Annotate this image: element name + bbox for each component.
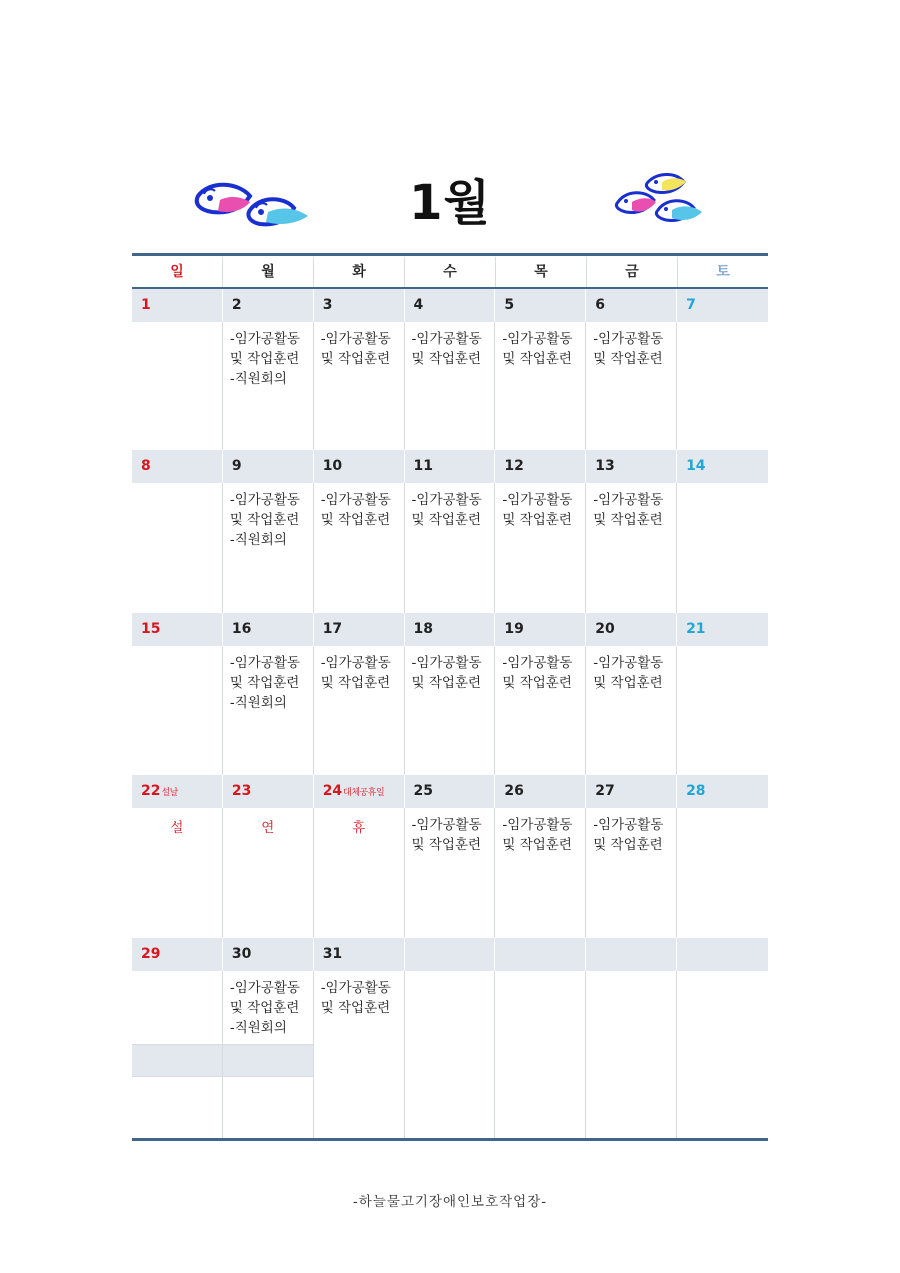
activity-text: -임가공활동: [593, 655, 664, 671]
week-row: [132, 775, 768, 938]
day-cell: [495, 322, 586, 450]
activity-text: -임가공활동: [320, 655, 391, 671]
meeting-text: -직원회의: [229, 371, 287, 387]
day-cell: [405, 483, 496, 613]
week-row: [132, 450, 768, 613]
day-number: 1: [132, 289, 223, 322]
activity-text: 및 작업훈련: [411, 351, 482, 367]
day-cell: [495, 971, 586, 1138]
activity-text: 및 작업훈련: [593, 837, 663, 853]
day-cell: [586, 646, 677, 775]
day-number: 20: [586, 613, 677, 646]
activity-text: -임가공활동: [502, 655, 573, 671]
day-number: 2: [223, 289, 314, 322]
day-cell: [405, 322, 496, 450]
day-number-value: 22: [141, 783, 161, 799]
holiday-note: 대체공휴일: [343, 788, 385, 798]
activity-text: -임가공활동: [593, 492, 664, 508]
day-number: 12: [495, 450, 586, 483]
activity-text: 및 작업훈련: [502, 351, 572, 367]
day-number: 21: [686, 621, 706, 637]
day-number: 7: [686, 297, 696, 313]
activity-text: 및 작업훈련: [593, 351, 663, 367]
day-number: 25: [405, 775, 496, 808]
day-number: 11: [405, 450, 496, 483]
holiday-text: 휴: [352, 820, 366, 836]
activity-text: 및 작업훈련: [411, 837, 482, 853]
day-cell: [677, 646, 768, 775]
day-cell: [405, 971, 496, 1138]
day-cell: [677, 971, 768, 1138]
activity-text: -임가공활동: [502, 817, 573, 833]
day-number: 8: [132, 450, 223, 483]
activity-text: 및 작업훈련: [411, 512, 482, 528]
day-number: 26: [495, 775, 586, 808]
day-cell: [132, 808, 223, 938]
day-cell: [405, 646, 496, 775]
day-cell: [405, 808, 496, 938]
activity-text: 및 작업훈련: [502, 675, 572, 691]
week-row: [132, 938, 768, 1138]
activity-text: -임가공활동: [502, 331, 573, 347]
holiday-text: 연: [261, 820, 275, 836]
day-number: 19: [495, 613, 586, 646]
activity-text: -임가공활동: [411, 817, 482, 833]
day-number: 31: [314, 938, 405, 971]
day-number: [677, 938, 768, 971]
day-number: [132, 775, 223, 808]
activity-text: 및 작업훈련: [320, 1000, 391, 1016]
day-cell: [586, 808, 677, 938]
bottom-rule: [132, 1138, 768, 1141]
day-cell: [223, 483, 314, 613]
meeting-text: -직원회의: [229, 1020, 287, 1036]
day-cell: [223, 322, 314, 450]
activity-text: -임가공활동: [320, 331, 391, 347]
day-number: 14: [686, 458, 706, 474]
activity-text: -임가공활동: [229, 331, 300, 347]
day-number: 23: [223, 775, 314, 808]
day-cell: [586, 971, 677, 1138]
day-cell: [314, 971, 405, 1138]
top-rule: [132, 253, 768, 256]
activity-text: 및 작업훈련: [502, 512, 572, 528]
weekday-sat: 토: [716, 264, 730, 280]
day-cell: [677, 483, 768, 613]
day-cell: [314, 483, 405, 613]
activity-text: 및 작업훈련: [229, 351, 300, 367]
week-row: [132, 289, 768, 450]
day-cell: [314, 808, 405, 938]
activity-text: -임가공활동: [502, 492, 573, 508]
weekday-mon: 월: [223, 257, 314, 287]
day-number: 13: [586, 450, 677, 483]
day-number: 4: [405, 289, 496, 322]
day-number: 29: [132, 938, 223, 971]
day-number: 3: [314, 289, 405, 322]
day-number: 6: [586, 289, 677, 322]
day-cell: [586, 322, 677, 450]
empty-band: [132, 1044, 313, 1077]
activity-text: 및 작업훈련: [320, 675, 391, 691]
day-number: 15: [132, 613, 223, 646]
day-cell: [677, 808, 768, 938]
day-cell: [132, 483, 223, 613]
activity-text: 및 작업훈련: [320, 512, 391, 528]
day-cell: [132, 646, 223, 775]
activity-text: 및 작업훈련: [502, 837, 572, 853]
meeting-text: -직원회의: [229, 695, 287, 711]
day-number: 27: [586, 775, 677, 808]
activity-text: -임가공활동: [229, 492, 300, 508]
fish-decoration-left-icon: [190, 178, 315, 233]
weekday-fri: 금: [587, 257, 678, 287]
day-number-value: 24: [322, 783, 343, 799]
weekday-wed: 수: [405, 257, 496, 287]
day-cell: [223, 808, 314, 938]
activity-text: -임가공활동: [229, 980, 300, 996]
day-cell: [495, 646, 586, 775]
holiday-text: 설: [170, 820, 184, 836]
activity-text: 및 작업훈련: [593, 675, 663, 691]
day-cell: [314, 322, 405, 450]
day-number: [495, 938, 586, 971]
fish-decoration-right-icon: [612, 170, 707, 228]
day-number: 16: [223, 613, 314, 646]
activity-text: 및 작업훈련: [320, 351, 391, 367]
activity-text: 및 작업훈련: [411, 675, 482, 691]
day-number: 5: [495, 289, 586, 322]
holiday-note: 설날: [161, 788, 178, 798]
weekday-thu: 목: [496, 257, 587, 287]
week-row: [132, 613, 768, 775]
day-number: [586, 938, 677, 971]
weekday-sun: 일: [132, 257, 223, 287]
activity-text: -임가공활동: [411, 492, 482, 508]
weekday-header: [132, 257, 768, 287]
activity-text: 및 작업훈련: [229, 675, 300, 691]
day-number: 9: [223, 450, 314, 483]
activity-text: -임가공활동: [593, 331, 664, 347]
day-number: 30: [223, 938, 314, 971]
day-cell: [132, 322, 223, 450]
meeting-text: -직원회의: [229, 532, 287, 548]
footer-organization: -하늘물고기장애인보호작업장-: [352, 1194, 548, 1210]
day-number: [405, 938, 496, 971]
page-title: 1월: [409, 175, 491, 231]
activity-text: -임가공활동: [411, 655, 482, 671]
activity-text: -임가공활동: [229, 655, 300, 671]
day-cell: [495, 483, 586, 613]
activity-text: -임가공활동: [320, 492, 391, 508]
day-number: 18: [405, 613, 496, 646]
day-number: 17: [314, 613, 405, 646]
activity-text: 및 작업훈련: [229, 1000, 300, 1016]
activity-text: 및 작업훈련: [593, 512, 663, 528]
day-number: [314, 775, 405, 808]
day-cell: [586, 483, 677, 613]
activity-text: -임가공활동: [411, 331, 482, 347]
calendar: [132, 253, 768, 1142]
weekday-tue: 화: [314, 257, 405, 287]
day-number: 10: [314, 450, 405, 483]
activity-text: -임가공활동: [593, 817, 664, 833]
day-cell: [495, 808, 586, 938]
day-cell: [223, 646, 314, 775]
day-number: 28: [686, 783, 706, 799]
day-cell: [314, 646, 405, 775]
activity-text: -임가공활동: [320, 980, 391, 996]
activity-text: 및 작업훈련: [229, 512, 300, 528]
day-cell: [677, 322, 768, 450]
